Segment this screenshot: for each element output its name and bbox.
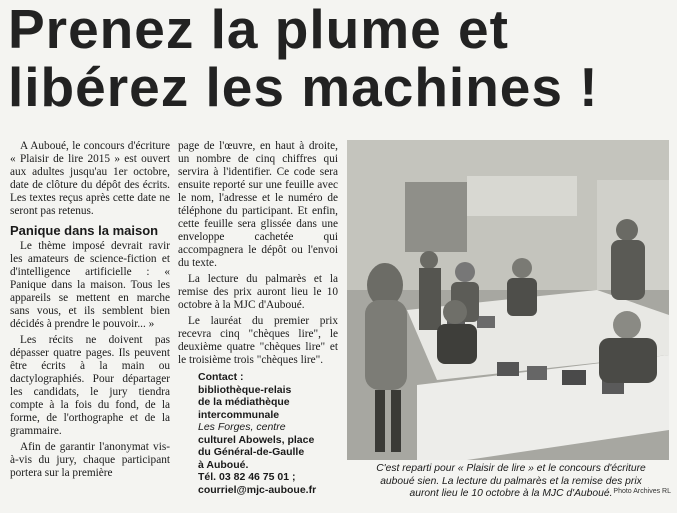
contact-line: du Général-de-Gaulle	[198, 446, 305, 458]
caption-line: auront lieu le 10 octobre à la MJC d'Auboué.	[409, 488, 613, 499]
contact-label: Contact :	[198, 371, 244, 383]
article-photo	[347, 140, 669, 460]
caption-line: auboué sien. La lecture du palmarès et la remise des prix	[380, 475, 642, 487]
headline-line-2: libérez les machines !	[8, 56, 599, 118]
paragraph-ceremony: La lecture du palmarès et la remise des prix auront lieu le 10 octobre à la MJC d'Auboué.	[178, 273, 338, 311]
photo-credit: Photo Archives RL	[613, 488, 671, 495]
contact-email: courriel@mjc-auboue.fr	[198, 483, 317, 496]
headline	[8, 0, 673, 116]
contact-phone: Tél. 03 82 46 75 01 ;	[198, 471, 296, 483]
headline-line-1: Prenez la plume et	[8, 0, 509, 60]
paragraph-rules: Les récits ne doivent pas dépasser quatre pages. Ils peuvent être écrits à la main ou dactylographiés. Pour départager les candidats, le jury tiendra compte à la fois du fond, de la forme, de l'orthographe et de la grammaire.	[10, 334, 170, 437]
photo-illustration	[347, 140, 669, 460]
article-column-1	[10, 140, 170, 483]
paragraph-code: page de l'œuvre, en haut à droite, un nombre de cinq chiffres qui servira à l'identifier. Ce code sera ensuite reporté sur une feuille avec le nom, l'adresse et le numéro de téléphone du participant. Et enfin, cette feuille sera glissée dans une enveloppe cachetée qui accompagnera le dépôt ou l'envoi du texte.	[178, 140, 338, 269]
contact-line: intercommunale	[198, 408, 280, 421]
section-subhead: Panique dans la maison	[10, 223, 159, 238]
contact-block	[198, 371, 338, 496]
contact-line: Les Forges, centre	[198, 421, 286, 433]
paragraph-prizes: Le lauréat du premier prix recevra cinq "chèques lire", le deuxième quatre "chèques lire" et le troisième trois "chèques lire".	[178, 315, 338, 366]
paragraph-theme: Le thème imposé devrait ravir les amateurs de science-fiction et d'intelligence artificielle : « Panique dans la maison. Tous les appareils se mettent en marche sans vous, et ils semblent bien décidés à prendre le pouvoir... »	[10, 240, 170, 330]
contact-line: bibliothèque-relais	[198, 383, 292, 396]
contact-line: de la médiathèque	[198, 396, 290, 408]
contact-line: culturel Abowels, place	[198, 433, 315, 446]
caption-line: C'est reparti pour « Plaisir de lire » et le concours d'écriture	[376, 463, 646, 474]
intro-paragraph: A Auboué, le concours d'écriture « Plaisir de lire 2015 » est ouvert aux adultes jusqu'au 1er octobre, date de clôture du dépôt des écrits. Les textes reçus après cette date ne seront pas retenus.	[10, 140, 170, 217]
article-column-2	[178, 140, 338, 496]
contact-line: à Auboué.	[198, 458, 249, 471]
paragraph-anonymity: Afin de garantir l'anonymat vis-à-vis du jury, chaque participant portera sur la première	[10, 441, 170, 479]
